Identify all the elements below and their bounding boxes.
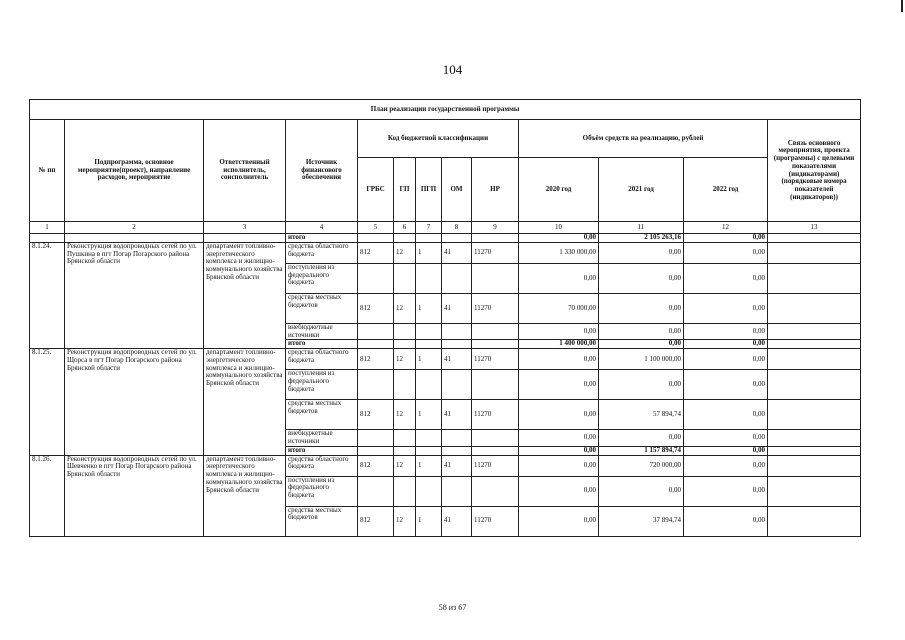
code-om: 41 <box>442 455 472 476</box>
code-np <box>472 264 519 294</box>
value-2022: 0,00 <box>684 430 768 446</box>
value-2020: 0,00 <box>519 400 599 430</box>
code-om <box>442 430 472 446</box>
funding-source: средства областного бюджета <box>286 455 358 476</box>
value-2022: 0,00 <box>684 455 768 476</box>
code-pgp <box>416 430 442 446</box>
item-executor: департамент топливно-энергетического комплекса и жилищно-коммунального хозяйства Брянской области <box>204 243 286 349</box>
link-cell <box>768 506 861 536</box>
code-om: 41 <box>442 506 472 536</box>
funding-source: средства местных бюджетов <box>286 506 358 536</box>
value-2022: 0,00 <box>684 370 768 400</box>
funding-source: поступления из федерального бюджета <box>286 476 358 506</box>
value-2021: 0,00 <box>599 243 684 264</box>
code-pgp <box>416 264 442 294</box>
value-2022: 0,00 <box>684 400 768 430</box>
code-om <box>442 324 472 340</box>
empty-cell <box>472 446 519 455</box>
code-grbs <box>358 264 394 294</box>
code-pgp <box>416 324 442 340</box>
code-grbs: 812 <box>358 243 394 264</box>
code-pgp: 1 <box>416 294 442 324</box>
total-label: итого <box>286 446 358 455</box>
code-grbs: 812 <box>358 400 394 430</box>
header-subprogram: Подпрограмма, основное мероприятие(проект), направление расходов, мероприятие <box>65 120 204 222</box>
total-2022: 0,00 <box>684 340 768 349</box>
total-2020: 0,00 <box>519 234 599 243</box>
empty-cell <box>416 340 442 349</box>
code-pgp <box>416 370 442 400</box>
total-row <box>30 234 861 243</box>
empty-cell <box>416 446 442 455</box>
header-gp: ГП <box>394 158 416 222</box>
code-np: 11270 <box>472 294 519 324</box>
empty-cell <box>416 234 442 243</box>
item-name: Реконструкция водопроводных сетей по ул. Щорса в пгт Погар Погарского района Брянской области <box>65 349 204 455</box>
table-row <box>30 455 861 476</box>
header-om: ОМ <box>442 158 472 222</box>
column-number: 6 <box>394 222 416 234</box>
funding-source: средства местных бюджетов <box>286 400 358 430</box>
header-link: Связь основного мероприятия, проекта (программы) с целевыми показателями (индикаторами) (порядковые номера показателей (индикаторов)) <box>768 120 861 222</box>
value-2021: 37 894,74 <box>599 506 684 536</box>
empty-cell <box>30 234 65 243</box>
empty-cell <box>358 446 394 455</box>
empty-cell <box>768 234 861 243</box>
empty-cell <box>394 340 416 349</box>
code-np: 11270 <box>472 400 519 430</box>
budget-plan-table <box>29 99 861 537</box>
code-grbs <box>358 430 394 446</box>
code-np: 11270 <box>472 455 519 476</box>
code-np <box>472 324 519 340</box>
code-grbs <box>358 370 394 400</box>
code-gp <box>394 264 416 294</box>
column-number: 10 <box>519 222 599 234</box>
header-2020: 2020 год <box>519 158 599 222</box>
column-number: 2 <box>65 222 204 234</box>
code-gp: 12 <box>394 294 416 324</box>
value-2020: 0,00 <box>519 506 599 536</box>
total-2021: 0,00 <box>599 340 684 349</box>
header-funds: Объём средств на реализацию, рублей <box>519 120 768 158</box>
total-2021: 2 105 263,16 <box>599 234 684 243</box>
code-om: 41 <box>442 400 472 430</box>
value-2021: 0,00 <box>599 430 684 446</box>
code-np <box>472 476 519 506</box>
header-2022: 2022 год <box>684 158 768 222</box>
code-gp: 12 <box>394 243 416 264</box>
link-cell <box>768 370 861 400</box>
column-number: 1 <box>30 222 65 234</box>
column-number: 7 <box>416 222 442 234</box>
item-number: 8.1.24. <box>30 243 65 349</box>
page-footer: 58 из 67 <box>438 603 467 612</box>
link-cell <box>768 264 861 294</box>
item-name: Реконструкция водопроводных сетей по ул. Шевченко в пгт Погар Погарского района Брянской области <box>65 455 204 536</box>
value-2022: 0,00 <box>684 476 768 506</box>
value-2020: 0,00 <box>519 264 599 294</box>
item-number: 8.1.26. <box>30 455 65 536</box>
code-np: 11270 <box>472 243 519 264</box>
link-cell <box>768 243 861 264</box>
empty-cell <box>768 340 861 349</box>
header-2021: 2021 год <box>599 158 684 222</box>
code-gp: 12 <box>394 455 416 476</box>
empty-cell <box>204 234 286 243</box>
value-2020: 70 000,00 <box>519 294 599 324</box>
value-2022: 0,00 <box>684 264 768 294</box>
column-numbers-row <box>30 222 861 234</box>
empty-cell <box>442 340 472 349</box>
header-budget-code: Код бюджетной классификации <box>358 120 519 158</box>
empty-cell <box>358 234 394 243</box>
code-pgp: 1 <box>416 243 442 264</box>
link-cell <box>768 476 861 506</box>
code-grbs: 812 <box>358 349 394 370</box>
column-number: 3 <box>204 222 286 234</box>
value-2020: 0,00 <box>519 370 599 400</box>
empty-cell <box>472 234 519 243</box>
column-number: 11 <box>599 222 684 234</box>
value-2021: 1 100 000,00 <box>599 349 684 370</box>
funding-source: средства областного бюджета <box>286 349 358 370</box>
item-name: Реконструкция водопроводных сетей по ул. Пушкина в пгт Погар Погарского района Брянской области <box>65 243 204 349</box>
header-pgp: ПГП <box>416 158 442 222</box>
value-2020: 0,00 <box>519 430 599 446</box>
item-number: 8.1.25. <box>30 349 65 455</box>
code-gp <box>394 430 416 446</box>
empty-cell <box>65 234 204 243</box>
total-2021: 1 157 894,74 <box>599 446 684 455</box>
item-executor: департамент топливно-энергетического комплекса и жилищно-коммунального хозяйства Брянской области <box>204 349 286 455</box>
funding-source: средства местных бюджетов <box>286 294 358 324</box>
link-cell <box>768 349 861 370</box>
header-np: НР <box>472 158 519 222</box>
code-grbs: 812 <box>358 506 394 536</box>
code-om <box>442 264 472 294</box>
funding-source: поступления из федерального бюджета <box>286 370 358 400</box>
code-om: 41 <box>442 294 472 324</box>
code-grbs <box>358 324 394 340</box>
value-2020: 0,00 <box>519 455 599 476</box>
value-2021: 0,00 <box>599 264 684 294</box>
code-pgp: 1 <box>416 506 442 536</box>
column-number: 9 <box>472 222 519 234</box>
code-gp: 12 <box>394 400 416 430</box>
code-om <box>442 476 472 506</box>
value-2022: 0,00 <box>684 324 768 340</box>
empty-cell <box>768 446 861 455</box>
table-row <box>30 243 861 264</box>
code-om: 41 <box>442 349 472 370</box>
value-2022: 0,00 <box>684 506 768 536</box>
code-gp <box>394 370 416 400</box>
code-gp <box>394 476 416 506</box>
funding-source: внебюджетные источники <box>286 324 358 340</box>
value-2022: 0,00 <box>684 349 768 370</box>
value-2020: 0,00 <box>519 324 599 340</box>
total-label: итого <box>286 340 358 349</box>
empty-cell <box>394 446 416 455</box>
code-grbs: 812 <box>358 455 394 476</box>
header-executor: Ответственный исполнитель, соисполнитель <box>204 120 286 222</box>
code-pgp: 1 <box>416 455 442 476</box>
header-num: № пп <box>30 120 65 222</box>
empty-cell <box>472 340 519 349</box>
link-cell <box>768 294 861 324</box>
value-2021: 0,00 <box>599 370 684 400</box>
code-gp: 12 <box>394 506 416 536</box>
column-number: 4 <box>286 222 358 234</box>
funding-source: средства областного бюджета <box>286 243 358 264</box>
empty-cell <box>442 234 472 243</box>
funding-source: поступления из федерального бюджета <box>286 264 358 294</box>
total-label: итого <box>286 234 358 243</box>
header-source: Источник финансового обеспечения <box>286 120 358 222</box>
code-np <box>472 430 519 446</box>
code-gp <box>394 324 416 340</box>
table-row <box>30 349 861 370</box>
code-pgp: 1 <box>416 400 442 430</box>
empty-cell <box>358 340 394 349</box>
total-2020: 0,00 <box>519 446 599 455</box>
value-2021: 57 894,74 <box>599 400 684 430</box>
column-number: 8 <box>442 222 472 234</box>
link-cell <box>768 324 861 340</box>
total-2022: 0,00 <box>684 234 768 243</box>
code-gp: 12 <box>394 349 416 370</box>
empty-cell <box>442 446 472 455</box>
value-2021: 720 000,00 <box>599 455 684 476</box>
code-pgp: 1 <box>416 349 442 370</box>
code-np <box>472 370 519 400</box>
value-2021: 0,00 <box>599 324 684 340</box>
code-om: 41 <box>442 243 472 264</box>
value-2020: 0,00 <box>519 476 599 506</box>
value-2021: 0,00 <box>599 476 684 506</box>
total-2022: 0,00 <box>684 446 768 455</box>
code-np: 11270 <box>472 506 519 536</box>
column-number: 5 <box>358 222 394 234</box>
column-number: 13 <box>768 222 861 234</box>
value-2022: 0,00 <box>684 243 768 264</box>
code-grbs: 812 <box>358 294 394 324</box>
item-executor: департамент топливно-энергетического комплекса и жилищно-коммунального хозяйства Брянской области <box>204 455 286 536</box>
link-cell <box>768 455 861 476</box>
code-np: 11270 <box>472 349 519 370</box>
column-number: 12 <box>684 222 768 234</box>
code-om <box>442 370 472 400</box>
link-cell <box>768 400 861 430</box>
value-2020: 0,00 <box>519 349 599 370</box>
funding-source: внебюджетные источники <box>286 430 358 446</box>
scan-edge-mark <box>901 0 903 12</box>
table-title: План реализации государственной программы <box>30 100 861 120</box>
page-number: 104 <box>442 62 463 77</box>
total-2020: 1 400 000,00 <box>519 340 599 349</box>
code-pgp <box>416 476 442 506</box>
code-grbs <box>358 476 394 506</box>
link-cell <box>768 430 861 446</box>
value-2021: 0,00 <box>599 294 684 324</box>
value-2020: 1 330 000,00 <box>519 243 599 264</box>
empty-cell <box>394 234 416 243</box>
header-grbs: ГРБС <box>358 158 394 222</box>
value-2022: 0,00 <box>684 294 768 324</box>
